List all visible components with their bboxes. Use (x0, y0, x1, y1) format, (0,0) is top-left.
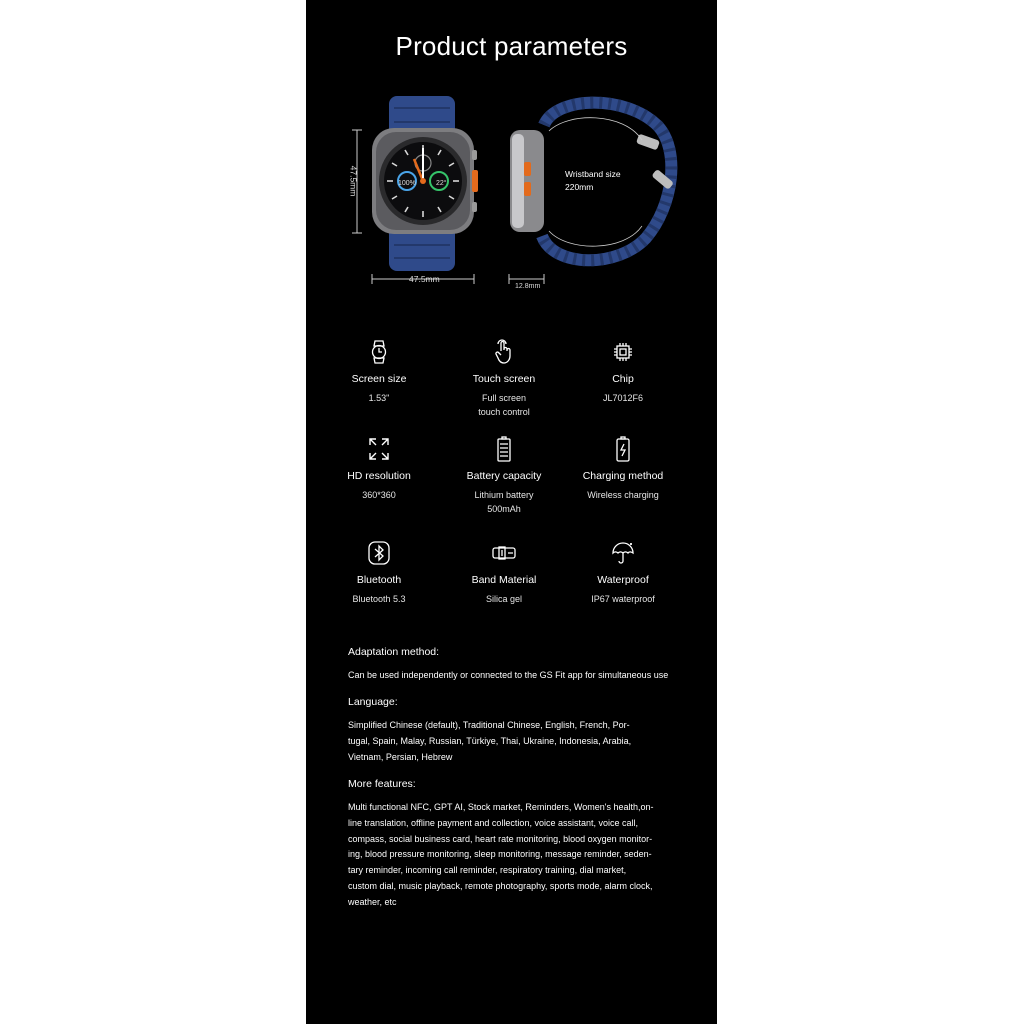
spec-charging-method: Charging method Wireless charging (553, 436, 693, 502)
thickness-dimension-label: 12.8mm (515, 283, 541, 290)
watch-illustration (306, 0, 717, 300)
spec-waterproof: Waterproof IP67 waterproof (553, 540, 693, 606)
charging-icon (611, 436, 635, 462)
adaptation-section (348, 646, 688, 684)
umbrella-icon (611, 540, 635, 566)
band-icon (492, 540, 516, 566)
product-panel (306, 0, 717, 1024)
touch-icon (492, 339, 516, 365)
spec-chip: Chip JL7012F6 (553, 339, 693, 405)
language-heading: Language: (348, 696, 398, 708)
spec-battery-capacity: Battery capacity Lithium battery 500mAh (434, 436, 574, 516)
language-section (348, 696, 688, 765)
chip-icon (611, 339, 635, 365)
spec-bluetooth: Bluetooth Bluetooth 5.3 (309, 540, 449, 606)
expand-icon (367, 436, 391, 462)
features-heading: More features: (348, 778, 416, 790)
product-figure (306, 0, 717, 300)
battery-icon (492, 436, 516, 462)
height-dimension-label: 47.5mm (348, 165, 359, 197)
language-body: Simplified Chinese (default), Traditional Chinese, English, French, Por- tugal, Spain, Malay, Russian, Türkiye, Thai, Ukraine, Indonesia, Arabia, Vietnam, Persian, Hebrew (348, 720, 632, 762)
spec-hd-resolution: HD resolution 360*360 (309, 436, 449, 502)
watch-icon (367, 339, 391, 365)
page-title: Product parameters (395, 31, 628, 61)
crown (472, 170, 478, 192)
bluetooth-icon (367, 540, 391, 566)
spec-band-material: Band Material Silica gel (434, 540, 574, 606)
watch-temp-text: 22° (436, 180, 447, 187)
features-body: Multi functional NFC, GPT AI, Stock market, Reminders, Women's health,on- line translation, offline payment and collection, voice assistant, voice call, compass, social business card, heart rate monitoring, blood oxygen monitor- ing, blood pressure monitoring, sleep monitoring, message reminder, seden- tary reminder, incoming call reminder, respiratory training, dial market, custom dial, music playback, remote photography, sports mode, alarm clock, weather, etc (348, 802, 654, 907)
adaptation-body: Can be used independently or connected to the GS Fit app for simultaneous use (348, 670, 669, 680)
watch-battery-text: 100% (398, 180, 416, 187)
spec-screen-size: Screen size 1.53" (309, 339, 449, 405)
width-dimension-label: 47.5mm (409, 274, 440, 284)
spec-touch-screen: Touch screen Full screen touch control (434, 339, 574, 419)
adaptation-heading: Adaptation method: (348, 646, 440, 658)
features-section (348, 778, 688, 911)
wristband-size-label: Wristband size 220mm (565, 169, 621, 192)
